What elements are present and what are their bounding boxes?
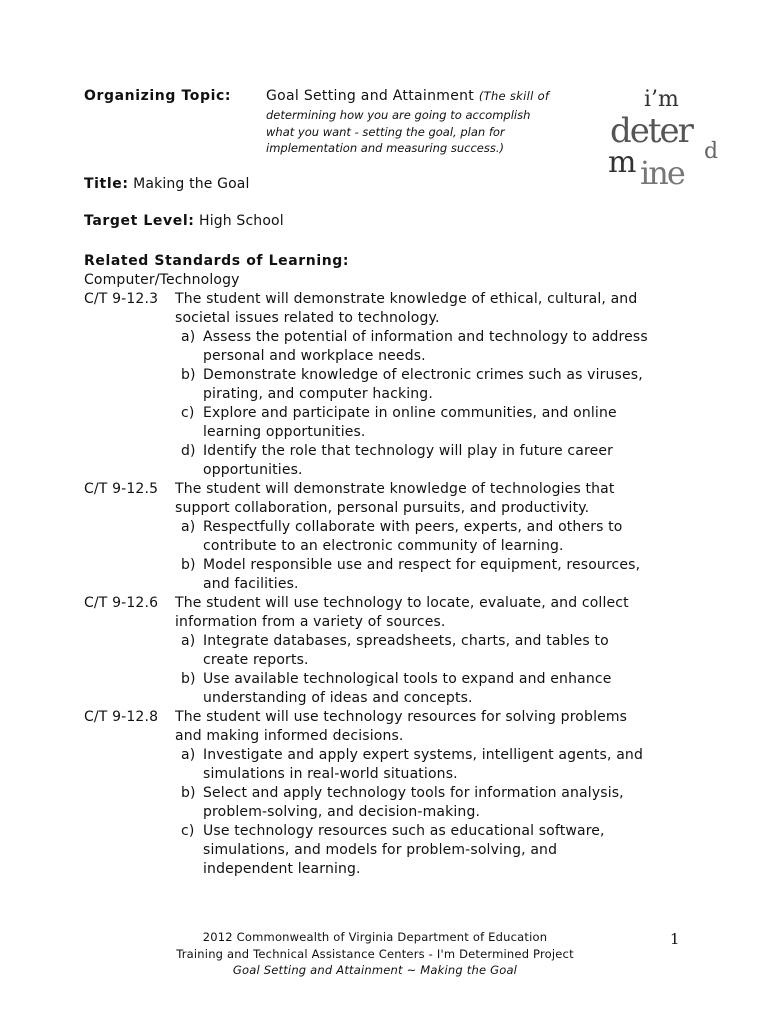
standards-category: Computer/Technology (84, 272, 240, 288)
item-marker: d) (181, 443, 196, 459)
standard-item (181, 746, 643, 784)
topic-desc-start: (The skill of (478, 89, 550, 103)
item-text: Explore and participate in online communities, and online (203, 405, 617, 421)
topic-desc-line: what you want - setting the goal, plan for (266, 124, 505, 139)
standard-code: C/T 9-12.6 (84, 595, 159, 611)
standard-item (181, 822, 605, 878)
item-text-cont: and facilities. (203, 575, 299, 592)
topic-desc-line: determining how you are going to accomplish (266, 108, 531, 122)
standard-9-12-3 (84, 290, 637, 328)
item-text-cont: independent learning. (203, 860, 361, 877)
item-text-cont: problem-solving, and decision-making. (203, 803, 481, 820)
standard-text: The student will use technology to locate, evaluate, and collect (175, 595, 629, 611)
standard-text: The student will demonstrate knowledge of technologies that (175, 481, 615, 497)
standard-9-12-6 (84, 594, 629, 632)
standard-item (181, 632, 609, 670)
title-row (84, 176, 250, 192)
target-level-row (84, 213, 284, 229)
footer-line: Goal Setting and Attainment ~ Making the Goal (232, 963, 518, 977)
standard-item (181, 670, 611, 708)
item-text: Select and apply technology tools for information analysis, (203, 785, 624, 801)
item-text-cont: understanding of ideas and concepts. (203, 689, 473, 706)
item-marker: a) (181, 519, 196, 535)
standard-code: C/T 9-12.5 (84, 481, 159, 497)
item-text: Use technology resources such as educational software, (203, 823, 605, 839)
svg-text:d: d (704, 139, 718, 164)
item-marker: c) (181, 405, 195, 421)
standard-text-cont: support collaboration, personal pursuits, and productivity. (175, 499, 590, 516)
item-text-cont: learning opportunities. (203, 423, 366, 440)
topic-title-text: Goal Setting and Attainment (266, 88, 475, 104)
standard-item (181, 328, 648, 366)
standard-text-cont: information from a variety of sources. (175, 613, 446, 630)
item-marker: b) (181, 785, 196, 801)
standard-text-cont: societal issues related to technology. (175, 309, 440, 326)
topic-desc-line: implementation and measuring success.) (266, 141, 504, 155)
svg-text:i’m: i’m (644, 87, 679, 112)
item-text-cont: simulations, and models for problem-solving, and (203, 841, 558, 858)
svg-text:m: m (608, 145, 635, 180)
footer-line: Training and Technical Assistance Centers - I'm Determined Project (176, 946, 574, 961)
item-text: Investigate and apply expert systems, intelligent agents, and (203, 747, 643, 763)
target-level-value: High School (199, 213, 284, 229)
standard-9-12-5 (84, 480, 615, 518)
item-text-cont: simulations in real-world situations. (203, 765, 458, 782)
item-text-cont: contribute to an electronic community of learning. (203, 537, 564, 554)
item-marker: b) (181, 557, 196, 573)
standard-text-cont: and making informed decisions. (175, 727, 404, 744)
standard-item (181, 404, 617, 442)
standard-item (181, 784, 624, 822)
item-text: Assess the potential of information and technology to address (203, 329, 648, 345)
item-marker: a) (181, 633, 196, 649)
standard-item (181, 518, 623, 556)
standard-code: C/T 9-12.3 (84, 291, 159, 307)
standard-item (181, 366, 643, 404)
item-text: Integrate databases, spreadsheets, charts, and tables to (203, 633, 609, 649)
organizing-topic-description (266, 107, 596, 157)
title-value: Making the Goal (133, 176, 250, 192)
item-text-cont: create reports. (203, 651, 309, 668)
standard-code: C/T 9-12.8 (84, 709, 159, 725)
standards-heading: Related Standards of Learning: (84, 253, 350, 269)
standard-text: The student will use technology resources for solving problems (175, 709, 628, 725)
standard-item (181, 442, 613, 480)
item-text: Demonstrate knowledge of electronic crimes such as viruses, (203, 367, 643, 383)
page-footer (140, 929, 610, 979)
organizing-topic-label: Organizing Topic: (84, 88, 232, 104)
item-marker: a) (181, 747, 196, 763)
target-level-label: Target Level: (84, 213, 195, 229)
title-label: Title: (84, 176, 129, 192)
item-marker: a) (181, 329, 196, 345)
item-marker: b) (181, 671, 196, 687)
standard-item (181, 556, 640, 594)
page-number: 1 (670, 930, 680, 948)
item-text: Use available technological tools to expand and enhance (203, 671, 612, 687)
item-text-cont: personal and workplace needs. (203, 347, 426, 364)
svg-text:ine: ine (640, 154, 684, 186)
item-text: Respectfully collaborate with peers, experts, and others to (203, 519, 623, 535)
item-text: Model responsible use and respect for equipment, resources, (203, 557, 641, 573)
item-marker: c) (181, 823, 195, 839)
standard-text: The student will demonstrate knowledge of ethical, cultural, and (175, 291, 638, 307)
item-text: Identify the role that technology will play in future career (203, 443, 614, 459)
im-determined-logo (608, 86, 718, 186)
item-text-cont: opportunities. (203, 461, 303, 478)
svg-text:deter: deter (610, 111, 692, 151)
item-marker: b) (181, 367, 196, 383)
footer-line: 2012 Commonwealth of Virginia Department of Education (202, 930, 548, 944)
item-text-cont: pirating, and computer hacking. (203, 385, 433, 402)
organizing-topic-title (266, 88, 549, 104)
standard-9-12-8 (84, 708, 627, 746)
